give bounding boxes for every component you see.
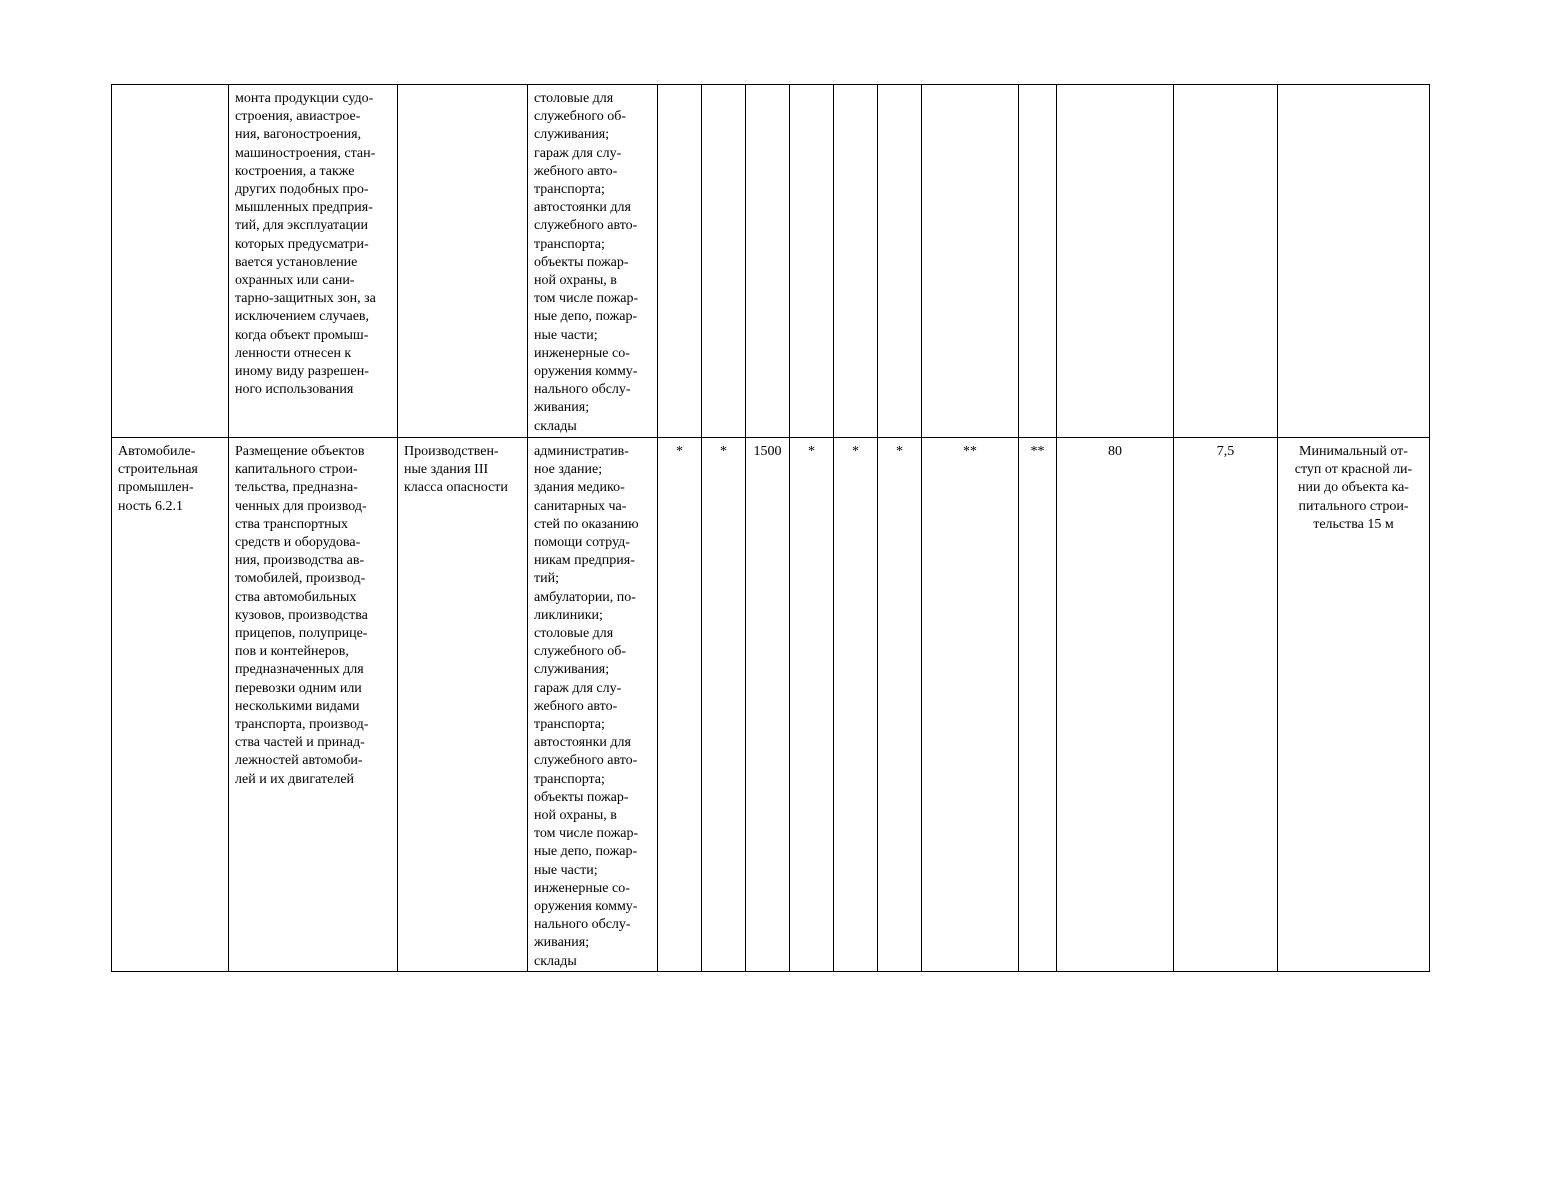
param-cell-3: 1500 [746, 438, 790, 972]
land-use-description-cell: Размещение объектов капитального строи- тельства, предназна- ченных для производ- ства транспортных средств и оборудова- ния, производства ав- томобилей, производ- ства автомобильных кузовов, производства прицепов, полуприце- пов и контейнеров, предназначенных для перевозки одним или несколькими видами транспорта, производ- ства частей и принад- лежностей автомоби- лей и их двигателей [229, 438, 398, 972]
param-cell-2: * [702, 438, 746, 972]
param-cell-4 [790, 85, 834, 438]
param-cell-7: ** [922, 438, 1019, 972]
land-use-name-cell: Автомобиле- строительная промышлен- ность 6.2.1 [112, 438, 229, 972]
land-use-name-cell [112, 85, 229, 438]
hazard-class-cell [398, 85, 528, 438]
param-cell-5 [834, 85, 878, 438]
table-row [112, 438, 1430, 972]
param-cell-9 [1057, 85, 1174, 438]
param-cell-2 [702, 85, 746, 438]
param-cell-1 [658, 85, 702, 438]
auxiliary-uses-cell: столовые для служебного об- служивания; гараж для слу- жебного авто- транспорта; автостоянки для служебного авто- транспорта; объекты пожар- ной охраны, в том числе пожар- ные депо, пожар- ные части; инженерные со- оружения комму- нального обслу- живания; склады [528, 85, 658, 438]
zoning-table [111, 84, 1430, 972]
auxiliary-uses-cell: административ- ное здание; здания медико- санитарных ча- стей по оказанию помощи сотруд- никам предприя- тий; амбулатории, по- ликлиники; столовые для служебного об- служивания; гараж для слу- жебного авто- транспорта; автостоянки для служебного авто- транспорта; объекты пожар- ной охраны, в том числе пожар- ные депо, пожар- ные части; инженерные со- оружения комму- нального обслу- живания; склады [528, 438, 658, 972]
param-cell-6 [878, 85, 922, 438]
land-use-description-cell: монта продукции судо- строения, авиастрое- ния, вагоностроения, машиностроения, стан- костроения, а также других подобных про- мышленных предприя- тий, для эксплуатации которых предусматри- вается установление охранных или сани- тарно-защитных зон, за исключением случаев, когда объект промыш- ленности отнесен к иному виду разрешен- ного использования [229, 85, 398, 438]
note-cell: Минимальный от- ступ от красной ли- нии до объекта ка- питального строи- тельства 15 м [1278, 438, 1430, 972]
param-cell-10: 7,5 [1174, 438, 1278, 972]
note-cell [1278, 85, 1430, 438]
param-cell-1: * [658, 438, 702, 972]
param-cell-7 [922, 85, 1019, 438]
param-cell-9: 80 [1057, 438, 1174, 972]
param-cell-6: * [878, 438, 922, 972]
param-cell-3 [746, 85, 790, 438]
param-cell-10 [1174, 85, 1278, 438]
param-cell-8: ** [1019, 438, 1057, 972]
param-cell-5: * [834, 438, 878, 972]
table-row [112, 85, 1430, 438]
param-cell-4: * [790, 438, 834, 972]
hazard-class-cell: Производствен- ные здания III класса опасности [398, 438, 528, 972]
param-cell-8 [1019, 85, 1057, 438]
